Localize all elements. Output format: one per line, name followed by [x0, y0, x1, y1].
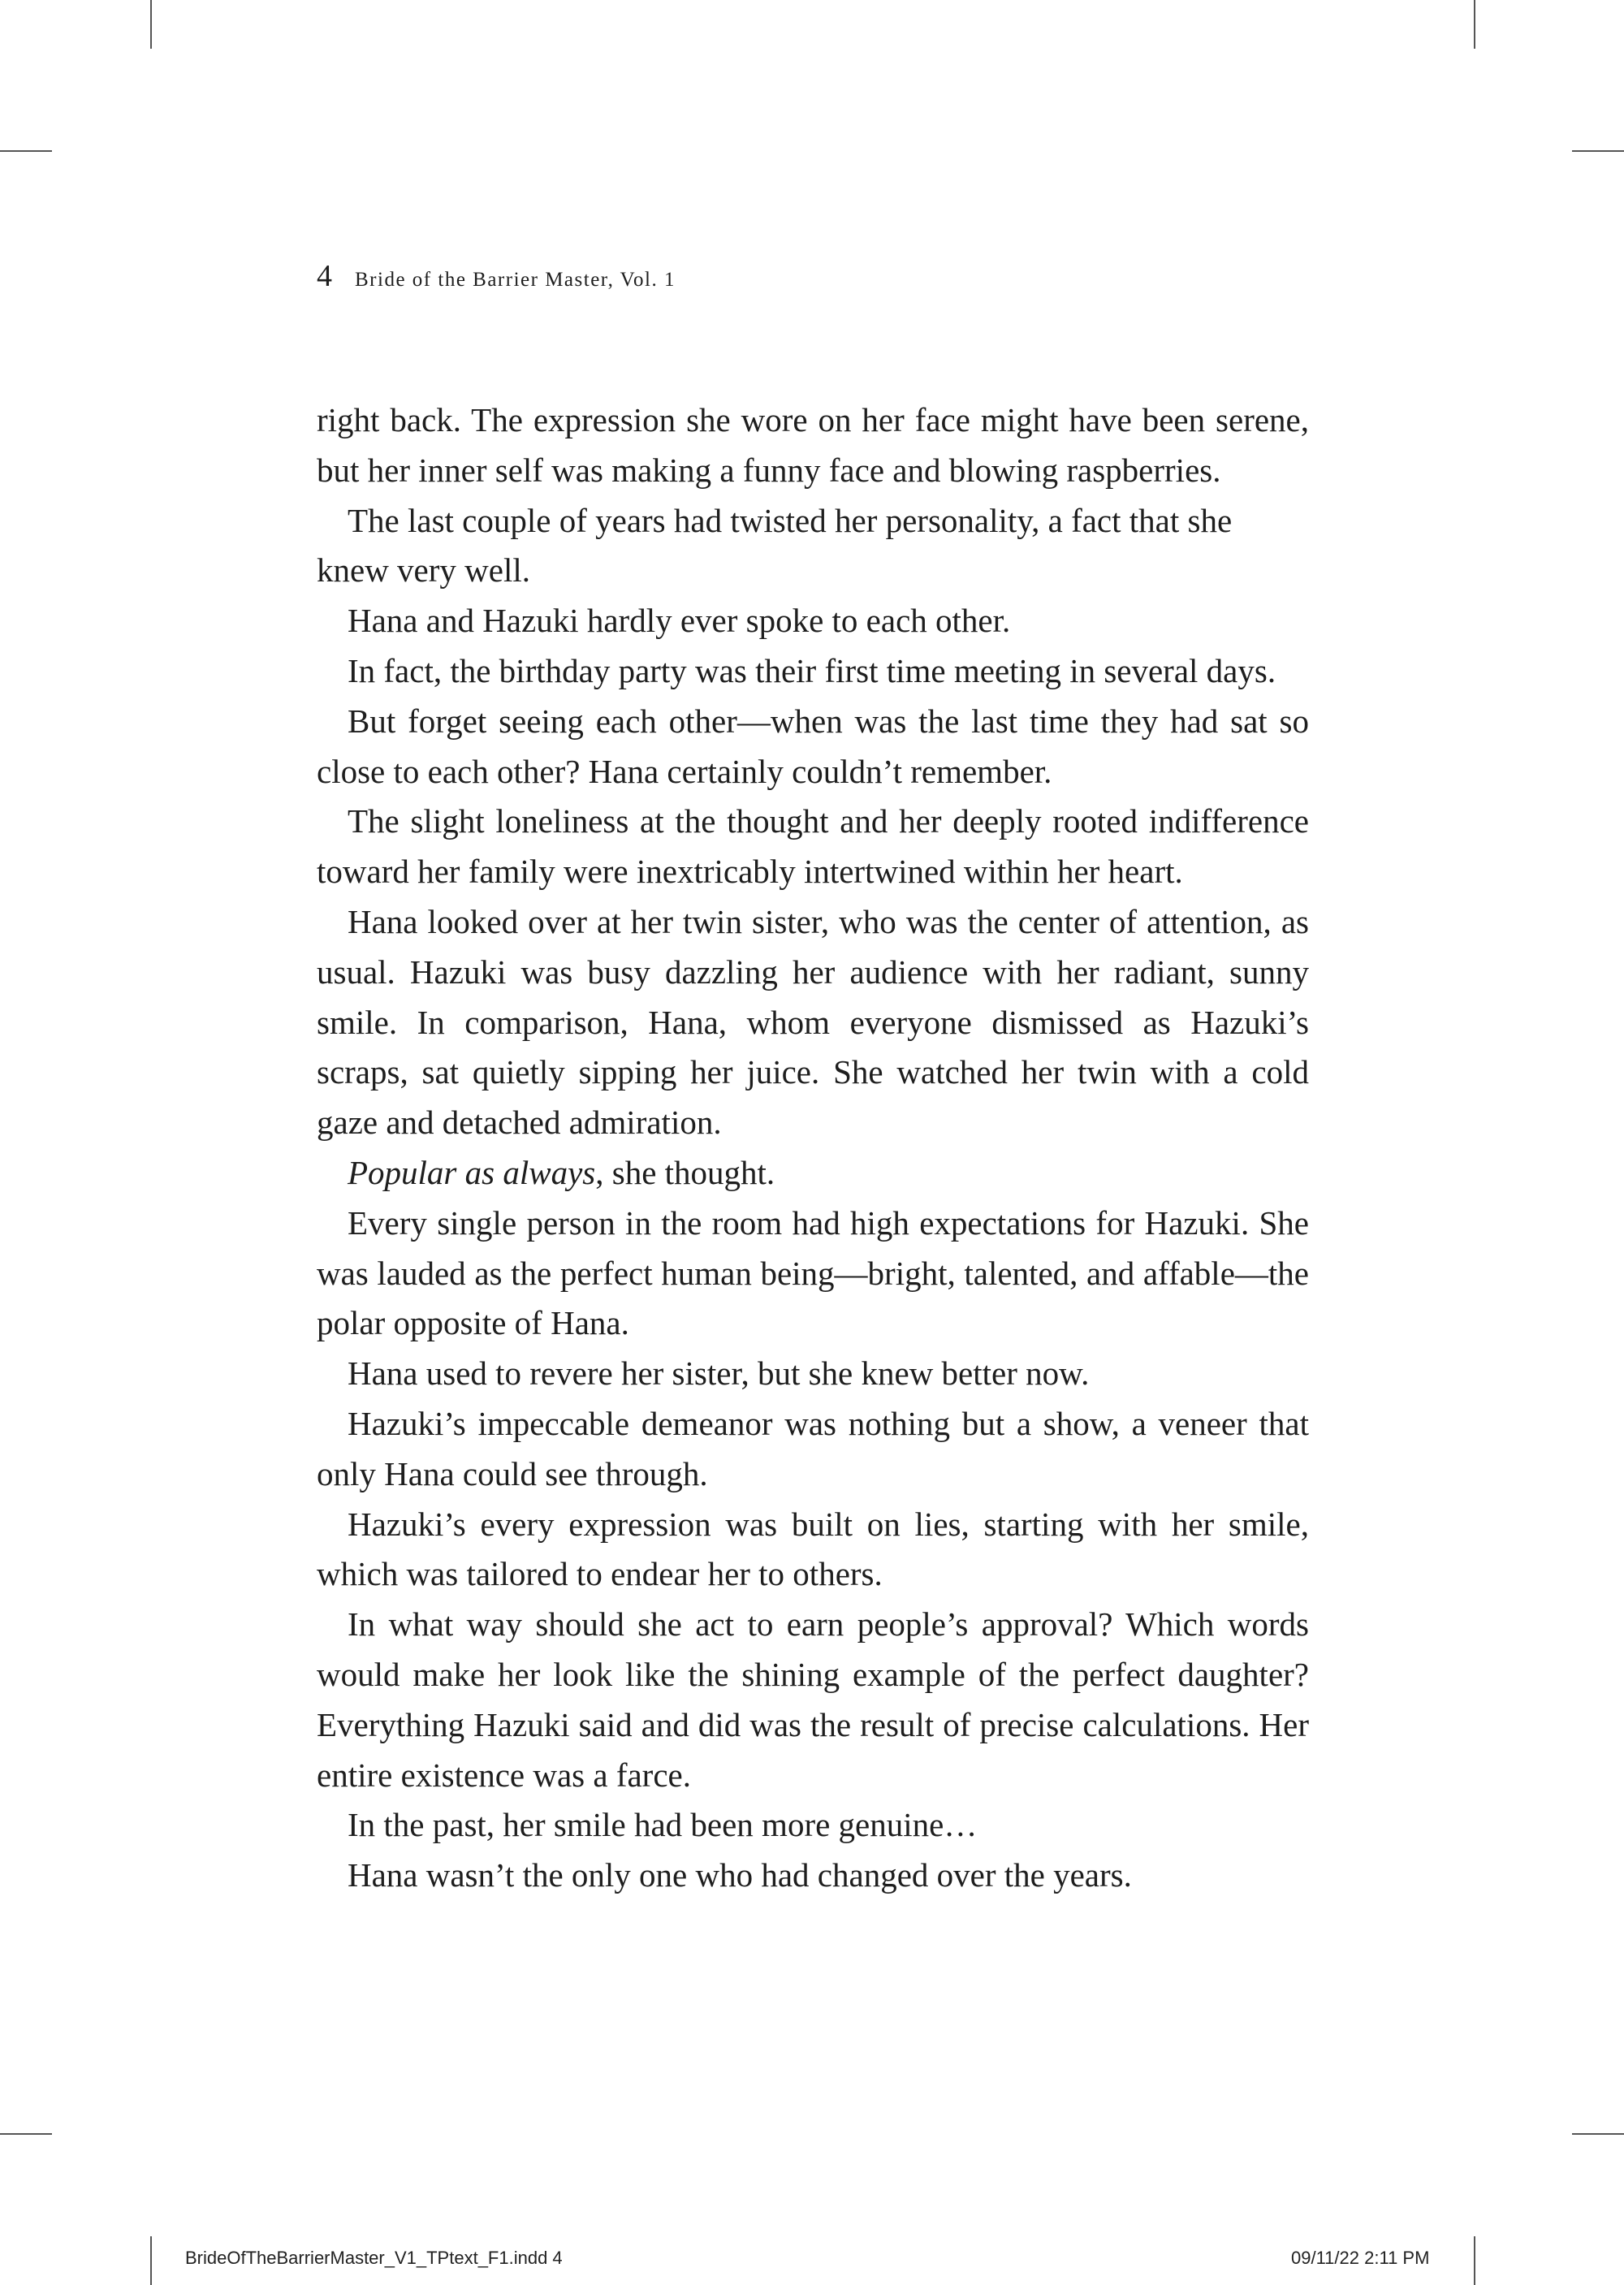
- crop-mark-top-left: [150, 0, 152, 49]
- paragraph: Hana looked over at her twin sister, who was the center of attention, as usual. Hazuki was busy dazzling her audience with her radiant, sunny smile. In comparison, Hana, whom everyone dismissed as Hazuki’s scraps, sat quietly sipping her juice. She watched her twin with a cold gaze and detached admiration.: [317, 902, 1309, 1142]
- crop-mark-left-top: [0, 150, 52, 152]
- crop-mark-right-top: [1572, 150, 1624, 152]
- crop-mark-top-right: [1474, 0, 1475, 49]
- running-head: Bride of the Barrier Master, Vol. 1: [355, 269, 676, 291]
- page-header: [317, 258, 676, 296]
- paragraph: Hazuki’s every expression was built on lies, starting with her smile, which was tailored to endear her to others.: [317, 1505, 1309, 1593]
- paragraph: Hazuki’s impeccable demeanor was nothing but a show, a veneer that only Hana could see through.: [317, 1404, 1309, 1492]
- slug-datetime: 09/11/22 2:11 PM: [1291, 2248, 1430, 2268]
- italic-thought: Popular as always: [348, 1153, 596, 1191]
- slug-filename: BrideOfTheBarrierMaster_V1_TPtext_F1.indd 4: [185, 2248, 563, 2268]
- paragraph: Hana and Hazuki hardly ever spoke to each other.: [348, 602, 1011, 640]
- page-number: 4: [317, 259, 332, 293]
- crop-mark-right-bottom: [1572, 2133, 1624, 2135]
- paragraph-italic-thought: [317, 1148, 1309, 1199]
- paragraph: Hana used to revere her sister, but she knew better now.: [348, 1354, 1090, 1393]
- crop-mark-bottom-right: [1474, 2236, 1475, 2285]
- paragraph: But forget seeing each other—when was the last time they had sat so close to each other? Hana certainly couldn’t remember.: [317, 702, 1309, 790]
- paragraph: Hana wasn’t the only one who had changed over the years.: [348, 1856, 1132, 1894]
- paragraph: In fact, the birthday party was their first time meeting in several days.: [348, 651, 1276, 689]
- paragraph: In what way should she act to earn people’s approval? Which words would make her look like the shining example of the perfect daughter? Everything Hazuki said and did was the result of precise calculations. Her entire existence was a farce.: [317, 1605, 1309, 1794]
- thought-tag: , she thought.: [595, 1153, 775, 1191]
- paragraph: Every single person in the room had high expectations for Hazuki. She was lauded as the perfect human being—bright, talented, and affable—the polar opposite of Hana.: [317, 1203, 1309, 1342]
- paragraph: The last couple of years had twisted her personality, a fact that she knew very well.: [317, 501, 1233, 590]
- crop-mark-bottom-left: [150, 2236, 152, 2285]
- body-text: [317, 395, 1309, 1901]
- paragraph: The slight loneliness at the thought and her deeply rooted indifference toward her family were inextricably intertwined within her heart.: [317, 802, 1309, 891]
- paragraph: In the past, her smile had been more genuine…: [348, 1806, 978, 1844]
- crop-mark-left-bottom: [0, 2133, 52, 2135]
- paragraph: right back. The expression she wore on her face might have been serene, but her inner self was making a funny face and blowing raspberries.: [317, 401, 1309, 489]
